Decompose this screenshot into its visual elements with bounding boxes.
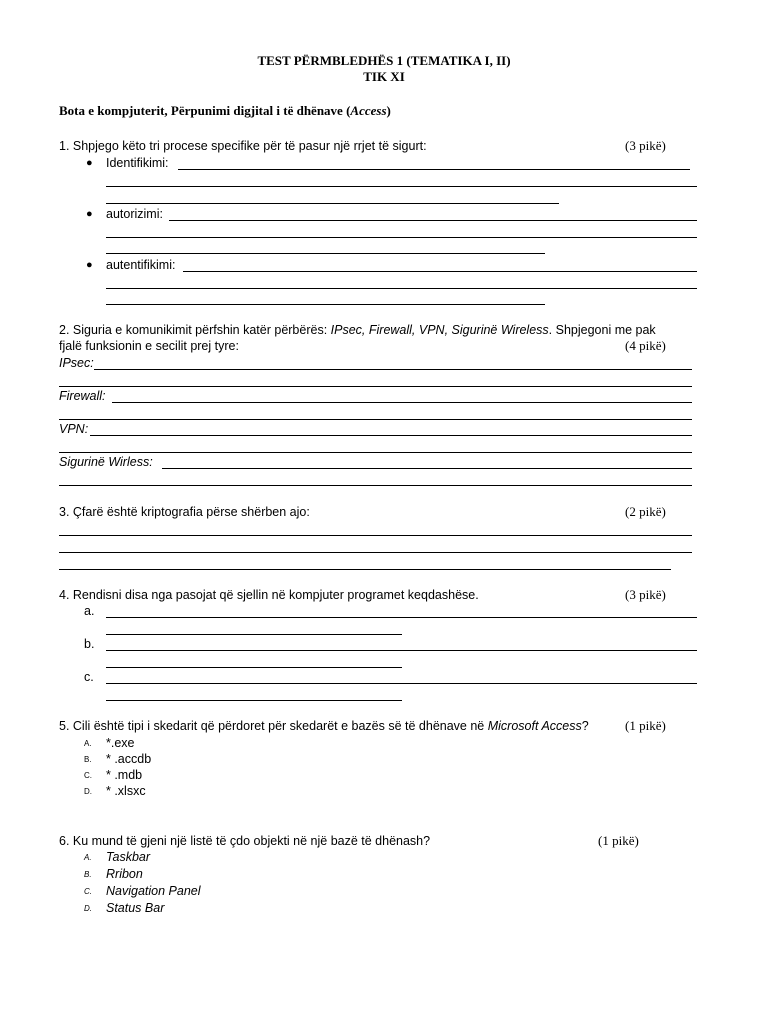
answer-line[interactable]: [162, 468, 692, 469]
q1-item-label: Identifikimi:: [106, 156, 169, 170]
answer-line[interactable]: [183, 271, 697, 272]
q2-item-label: IPsec:: [59, 356, 94, 370]
q5-option[interactable]: *.exe: [106, 736, 135, 750]
bullet-icon: ●: [86, 259, 93, 271]
answer-line[interactable]: [106, 288, 697, 289]
answer-line[interactable]: [106, 667, 402, 668]
answer-line[interactable]: [106, 617, 697, 618]
answer-line[interactable]: [106, 304, 545, 305]
answer-line[interactable]: [106, 203, 559, 204]
answer-line[interactable]: [90, 435, 692, 436]
answer-line[interactable]: [106, 650, 697, 651]
answer-line[interactable]: [106, 253, 545, 254]
q5-option-letter: C.: [84, 771, 92, 780]
q1-item-label: autorizimi:: [106, 207, 163, 221]
answer-line[interactable]: [59, 535, 692, 536]
question-2-points: (4 pikë): [625, 338, 666, 353]
q2-item-label: Sigurinë Wirless:: [59, 455, 153, 469]
question-4-points: (3 pikë): [625, 587, 666, 602]
q6-option-letter: A.: [84, 853, 92, 862]
q2-item-label: Firewall:: [59, 389, 106, 403]
answer-line[interactable]: [59, 419, 692, 420]
question-1-text: 1. Shpjego këto tri procese specifike për të pasur një rrjet të sigurt:: [59, 139, 427, 153]
q6-option-letter: C.: [84, 887, 92, 896]
bullet-icon: ●: [86, 157, 93, 169]
question-4-text: 4. Rendisni disa nga pasojat që sjellin në kompjuter programet keqdashëse.: [59, 588, 479, 602]
question-6-text: 6. Ku mund të gjeni një listë të çdo objekti në një bazë të dhënash?: [59, 834, 431, 848]
question-2-text-line2: fjalë funksionin e secilit prej tyre:: [59, 339, 239, 353]
q4-letter: b.: [84, 637, 95, 651]
answer-line[interactable]: [94, 369, 692, 370]
q2-item-label: VPN:: [59, 422, 89, 436]
bullet-icon: ●: [86, 208, 93, 220]
q5-option-letter: B.: [84, 755, 92, 764]
answer-line[interactable]: [106, 186, 697, 187]
question-3-points: (2 pikë): [625, 504, 666, 519]
answer-line[interactable]: [106, 237, 697, 238]
q6-option-letter: B.: [84, 870, 92, 879]
question-5-text: 5. Cili është tipi i skedarit që përdoret për skedarët e bazës së të dhënave në Microsoft Access?: [59, 719, 589, 733]
answer-line[interactable]: [106, 700, 402, 701]
q5-option-letter: A.: [84, 739, 92, 748]
answer-line[interactable]: [169, 220, 697, 221]
answer-line[interactable]: [59, 386, 692, 387]
answer-line[interactable]: [178, 169, 690, 170]
q1-item-label: autentifikimi:: [106, 258, 176, 272]
section-heading: Bota e kompjuterit, Përpunimi digjital i të dhënave (Access): [59, 103, 391, 118]
page-subtitle: TIK XI: [363, 69, 405, 84]
answer-line[interactable]: [106, 634, 402, 635]
q6-option[interactable]: Status Bar: [106, 901, 165, 915]
answer-line[interactable]: [59, 569, 671, 570]
q6-option[interactable]: Taskbar: [106, 850, 151, 864]
question-1-points: (3 pikë): [625, 138, 666, 153]
question-5-points: (1 pikë): [625, 718, 666, 733]
q4-letter: c.: [84, 670, 94, 684]
question-6-points: (1 pikë): [598, 833, 639, 848]
question-2-text: 2. Siguria e komunikimit përfshin katër përbërës: IPsec, Firewall, VPN, Sigurinë Wireless. Shpjegoni me pak: [59, 323, 656, 337]
q6-option[interactable]: Rribon: [106, 867, 143, 881]
answer-line[interactable]: [59, 485, 692, 486]
answer-line[interactable]: [112, 402, 692, 403]
question-3-text: 3. Çfarë është kriptografia përse shërben ajo:: [59, 505, 310, 519]
answer-line[interactable]: [59, 452, 692, 453]
page-title: TEST PËRMBLEDHËS 1 (TEMATIKA I, II): [257, 53, 511, 68]
answer-line[interactable]: [106, 683, 697, 684]
q5-option[interactable]: * .accdb: [106, 752, 152, 766]
q5-option[interactable]: * .xlsxc: [106, 784, 146, 798]
q6-option-letter: D.: [84, 904, 92, 913]
q4-letter: a.: [84, 604, 95, 618]
q5-option[interactable]: * .mdb: [106, 768, 143, 782]
answer-line[interactable]: [59, 552, 692, 553]
q6-option[interactable]: Navigation Panel: [106, 884, 201, 898]
q5-option-letter: D.: [84, 787, 92, 796]
